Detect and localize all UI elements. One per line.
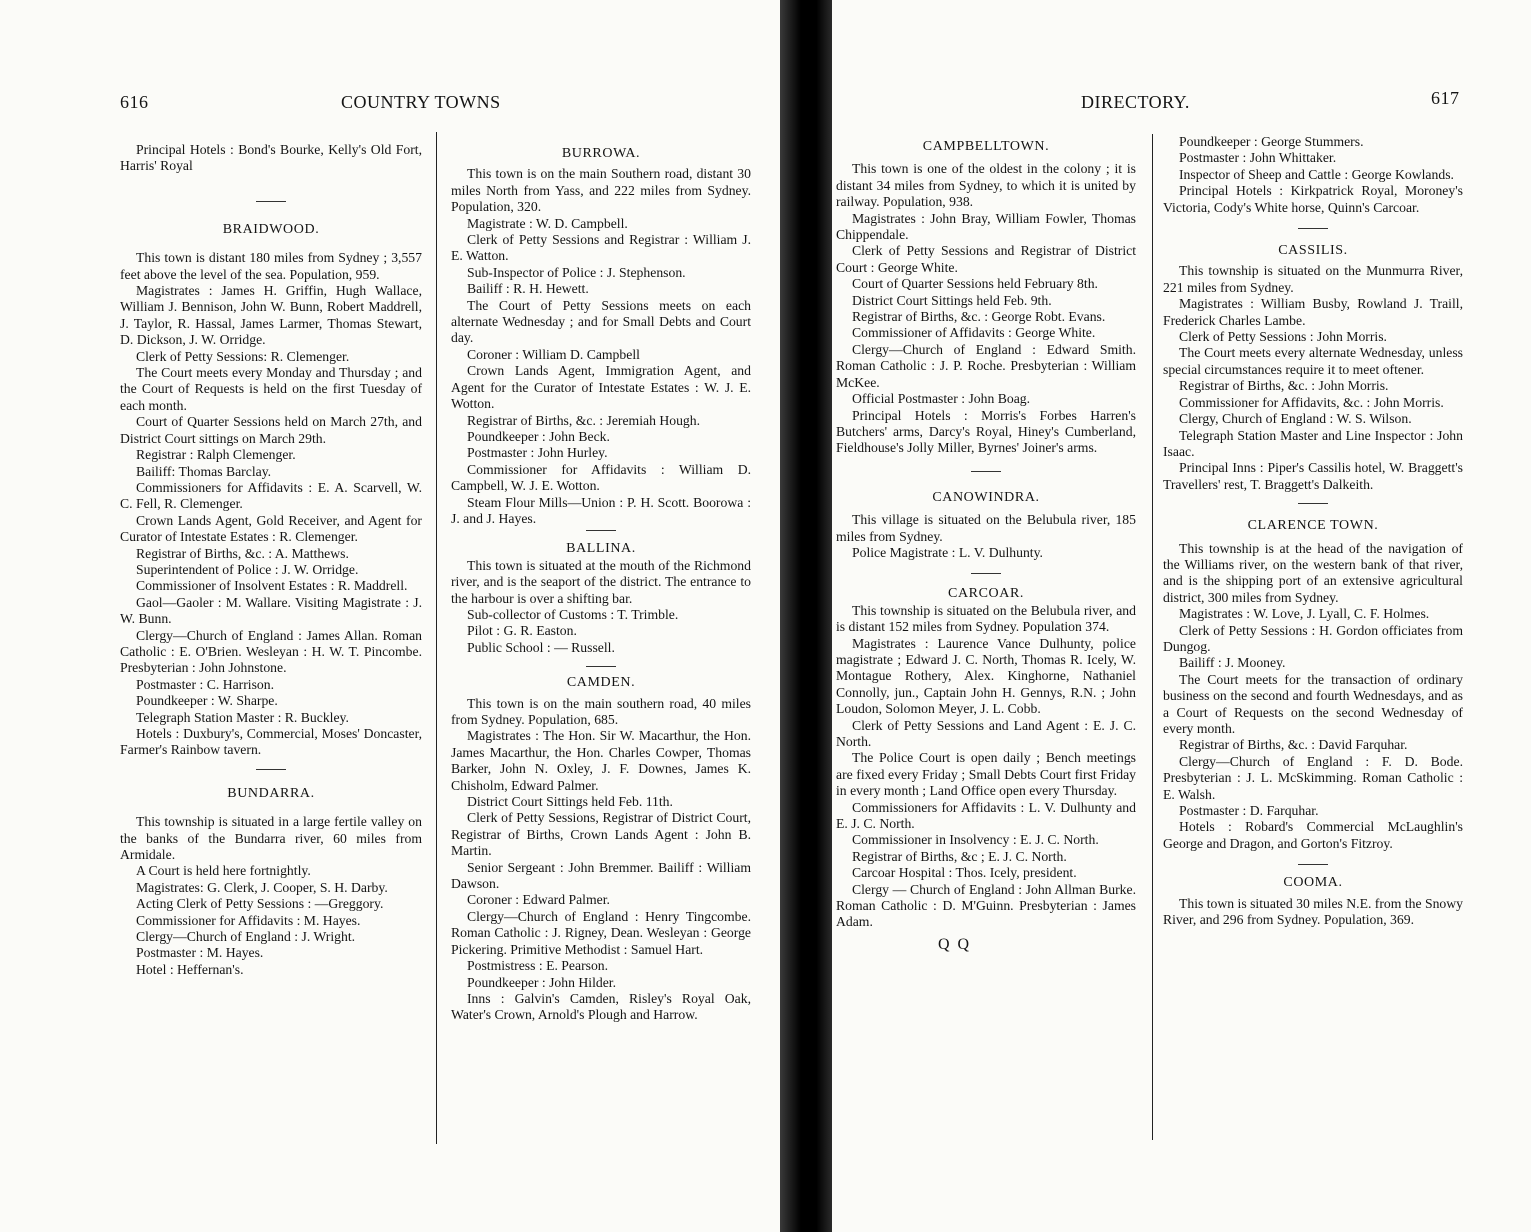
directory-entry: Clerk of Petty Sessions and Land Agent : E. J. C. North. [836,717,1136,749]
section-separator [586,666,616,667]
section-carcoar [836,603,1136,931]
section-heading-carcoar: CARCOAR. [948,586,1024,602]
running-head: COUNTRY TOWNS [341,92,501,112]
directory-entry: Clergy—Church of England : Edward Smith. Roman Catholic : J. P. Roche. Presbyterian : William McKee. [836,341,1136,390]
directory-entry: This town is distant 180 miles from Sydney ; 3,557 feet above the level of the sea. Population, 959. [120,250,422,282]
directory-entry: Clerk of Petty Sessions and Registrar of District Court : George White. [836,243,1136,275]
directory-entry: Steam Flour Mills—Union : P. H. Scott. Boorowa : J. and J. Hayes. [451,494,751,526]
section-burrowa [451,166,751,527]
directory-entry: Magistrates : James H. Griffin, Hugh Wallace, William J. Bennison, John W. Bunn, Robert Maddrell, J. Taylor, R. Hassal, James Larmer, Thomas Stewart, D. Dickson, J. W. Orridge. [120,283,422,348]
directory-entry: The Court meets every Monday and Thursday ; and the Court of Requests is held on the first Tuesday of each month. [120,365,422,413]
directory-entry: District Court Sittings held Feb. 9th. [852,292,1052,308]
directory-entry: Clerk of Petty Sessions and Registrar : William J. E. Watton. [451,232,751,264]
directory-entry: Clergy — Church of England : John Allman Burke. Roman Catholic : D. M'Guinn. Presbyterian : James Adam. [836,881,1136,930]
section-separator [586,530,616,531]
section-separator [1298,228,1328,229]
directory-entry: Magistrate : W. D. Campbell. [467,215,628,231]
directory-entry: Commissioner of Insolvent Estates : R. Maddrell. [136,578,408,594]
directory-entry: This town is on the main southern road, 40 miles from Sydney. Population, 685. [451,695,751,727]
directory-entry: Official Postmaster : John Boag. [852,391,1031,407]
section-braidwood [120,250,422,759]
section-heading-campbelltown: CAMPBELLTOWN. [922,139,1050,154]
directory-entry: Court of Quarter Sessions held on March 27th, and District Court sittings on March 29th. [120,414,422,446]
section-ballina [451,558,751,656]
section-separator [256,769,286,770]
directory-entry: Commissioner for Affidavits, &c. : John Morris. [1179,394,1444,410]
directory-entry: Clerk of Petty Sessions : H. Gordon officiates from Dungog. [1163,622,1463,654]
directory-entry: This town is situated 30 miles N.E. from the Snowy River, and 296 from Sydney. Population, 369. [1163,895,1463,928]
directory-entry: Clergy—Church of England : F. D. Bode. Presbyterian : J. L. McSkimming. Roman Catholic : E. Walsh. [1163,753,1463,802]
column-right-1 [836,139,1136,953]
section-heading-cooma: COOMA. [1283,875,1343,891]
directory-entry: Hotels : Robard's Commercial McLaughlin's George and Dragon, and Gorton's Fitzroy. [1163,819,1463,851]
directory-entry: Telegraph Station Master : R. Buckley. [136,709,349,725]
directory-entry: Clergy, Church of England : W. S. Wilson. [1179,411,1412,427]
directory-entry: Postmaster : D. Farquhar. [1179,803,1319,819]
section-cooma [1163,896,1463,929]
directory-entry: Principal Hotels : Morris's Forbes Harren's Butchers' arms, Darcy's Royal, Hiney's Cumberland, Fieldhouse's Jolly Miller, Byrnes' Joiner's arms. [836,407,1136,456]
directory-entry: Registrar of Births, &c. : A. Matthews. [136,545,349,561]
section-carcoar-continued [1163,134,1463,216]
directory-entry: Commissioner for Affidavits : William D. Campbell, W. J. E. Wotton. [451,461,751,494]
column-right-2 [1163,134,1463,928]
directory-entry: Inns : Galvin's Camden, Risley's Royal Oak, Water's Crown, Arnold's Plough and Harrow. [451,990,751,1023]
directory-entry: Commissioners for Affidavits : E. A. Scarvell, W. C. Fell, R. Clemenger. [120,479,422,512]
directory-entry: Superintendent of Police : J. W. Orridge. [136,561,359,577]
directory-entry: Clergy—Church of England : J. Wright. [136,929,356,945]
directory-entry: This town is one of the oldest in the colony ; it is distant 34 miles from Sydney, to which it is united by railway. Population, 938. [836,161,1136,210]
directory-entry: Registrar of Births, &c. : Jeremiah Hough. [467,412,701,428]
directory-entry: The Police Court is open daily ; Bench meetings are fixed every Friday ; Small Debts Court first Friday in every month ; Land Office open every Thursday. [836,750,1136,799]
directory-entry: Bailiff: Thomas Barclay. [136,463,272,479]
directory-entry: Commissioners for Affidavits : L. V. Dulhunty and E. J. C. North. [836,799,1136,832]
directory-entry: Hotel : Heffernan's. [136,961,244,977]
section-canowindra [836,512,1136,561]
section-clarence-town [1163,541,1463,853]
directory-entry: Bailiff : R. H. Hewett. [467,281,589,297]
directory-entry: Sub-collector of Customs : T. Trimble. [467,606,679,622]
directory-entry: Poundkeeper : W. Sharpe. [136,693,278,709]
directory-entry: Clergy—Church of England : James Allan. Roman Catholic : E. O'Brien. Wesleyan : H. W. T. Pincombe. Presbyterian : John Johnstone. [120,627,422,676]
directory-entry: Poundkeeper : George Stummers. [1179,134,1364,149]
directory-entry: Crown Lands Agent, Immigration Agent, and Agent for the Curator of Intestate Estates : W. J. E. Wotton. [451,363,751,412]
directory-entry: Commissioner for Affidavits : M. Hayes. [136,912,361,928]
section-heading-canowindra: CANOWINDRA. [932,489,1040,505]
page-number: 617 [1431,88,1460,108]
directory-entry: Registrar of Births, &c. : John Morris. [1179,378,1389,394]
section-camden [451,696,751,1024]
directory-entry: This town is on the main Southern road, distant 30 miles North from Yass, and 222 miles from Sydney. Population, 320. [451,166,751,215]
directory-entry: Clerk of Petty Sessions : John Morris. [1179,329,1387,345]
directory-entry: This township is situated in a large fertile valley on the banks of the Bundarra river, 60 miles from Armidale. [120,814,422,863]
directory-entry: This town is situated at the mouth of the Richmond river, and is the seaport of the district. The entrance to the harbour is over a shifting bar. [451,557,751,606]
signature-mark: Q Q [938,935,972,953]
directory-entry: The Court of Petty Sessions meets on each alternate Wednesday ; and for Small Debts and Court day. [451,297,751,346]
directory-entry: Public School : — Russell. [467,639,615,655]
page-number: 616 [120,92,149,112]
directory-entry: Inspector of Sheep and Cattle : George Kowlands. [1179,166,1454,182]
directory-entry: Principal Inns : Piper's Cassilis hotel, W. Braggett's Travellers' rest, T. Braggett's Dalkeith. [1163,460,1463,492]
directory-entry: Registrar of Births, &c. : David Farquhar. [1179,737,1408,753]
book-gutter [780,0,832,1232]
column-left-1 [120,142,422,978]
section-separator [1298,503,1328,504]
directory-entry: Postmaster : M. Hayes. [136,945,264,961]
section-campbelltown [836,161,1136,456]
directory-entry: Crown Lands Agent, Gold Receiver, and Agent for Curator of Intestate Estates : R. Clemenger. [120,512,422,545]
directory-entry: Hotels : Duxbury's, Commercial, Moses' Doncaster, Farmer's Rainbow tavern. [120,726,422,758]
section-heading-clarence-town: CLARENCE TOWN. [1247,518,1379,534]
directory-entry: Clergy—Church of England : Henry Tingcombe. Roman Catholic : J. Rigney, Dean. Wesleyan : George Pickering. Primitive Methodist : Samuel Hart. [451,908,751,957]
section-separator [971,471,1001,472]
directory-entry: Sub-Inspector of Police : J. Stephenson. [467,264,686,280]
section-cassilis [1163,263,1463,493]
directory-entry: Registrar of Births, &c. : George Robt. Evans. [852,309,1106,325]
directory-entry: The Court meets every alternate Wednesday, unless special circumstances require it to meet oftener. [1163,345,1463,377]
directory-entry: Registrar : Ralph Clemenger. [136,447,296,463]
directory-entry: Principal Hotels : Kirkpatrick Royal, Moroney's Victoria, Cody's White horse, Quinn's Carcoar. [1163,183,1463,215]
directory-entry: Senior Sergeant : John Bremmer. Bailiff : William Dawson. [451,859,751,892]
section-separator [1298,864,1328,865]
directory-entry: This township is situated on the Belubula river, and is distant 152 miles from Sydney. Population 374. [836,602,1136,635]
directory-entry: Postmistress : E. Pearson. [467,958,609,974]
directory-entry: Magistrates : W. Love, J. Lyall, C. F. Holmes. [1179,606,1430,622]
directory-entry: This village is situated on the Belubula river, 185 miles from Sydney. [836,512,1136,544]
section-heading-braidwood: BRAIDWOOD. [222,221,320,237]
continuation-text: Principal Hotels : Bond's Bourke, Kelly's Old Fort, Harris' Royal [120,142,422,174]
section-heading-cassilis: CASSILIS. [1278,243,1348,259]
directory-entry: Poundkeeper : John Hilder. [467,974,617,990]
directory-entry: Magistrates : The Hon. Sir W. Macarthur, the Hon. James Macarthur, the Hon. Charles Cowper, Thomas Barker, John N. Oxley, J. F. Downes, James K. Chisholm, Edward Palmer. [451,728,751,793]
directory-entry: Carcoar Hospital : Thos. Icely, president. [852,865,1077,881]
directory-entry: Police Magistrate : L. V. Dulhunty. [852,544,1043,560]
directory-entry: A Court is held here fortnightly. [136,863,311,879]
directory-entry: Magistrates: G. Clerk, J. Cooper, S. H. Darby. [136,879,388,895]
section-separator [971,573,1001,574]
directory-entry: Pilot : G. R. Easton. [467,623,577,639]
directory-entry: Postmaster : John Whittaker. [1179,150,1337,166]
directory-entry: Clerk of Petty Sessions, Registrar of District Court, Registrar of Births, Crown Lands Agent : John B. Martin. [451,810,751,859]
section-bundarra [120,814,422,978]
directory-entry: Magistrates : William Busby, Rowland J. Traill, Frederick Charles Lambe. [1163,296,1463,328]
directory-entry: Magistrates : Laurence Vance Dulhunty, police magistrate ; Edward J. C. North, Thomas R. Icely, W. Montague Rothery, Alex. Kinghorne, Nathaniel Connolly, jun., Captain John H. Gennys, R.N. ; John Loudon, Solomon Meyer, J. L. Cobb. [836,635,1136,717]
directory-entry: Coroner : Edward Palmer. [467,892,610,908]
column-rule [436,132,437,1144]
section-heading-burrowa: BURROWA. [561,146,641,161]
directory-entry: This township is at the head of the navigation of the Williams river, on the western bank of that river, and is the shipping port of an extensive agricultural district, 300 miles from Sydney. [1163,540,1463,605]
section-heading-bundarra: BUNDARRA. [227,785,315,801]
column-rule [1152,134,1153,1140]
section-separator [256,201,286,202]
directory-entry: Postmaster : John Hurley. [467,445,608,461]
right-page [832,0,1531,1232]
directory-entry: Clerk of Petty Sessions: R. Clemenger. [136,348,350,364]
directory-entry: Coroner : William D. Campbell [467,346,640,362]
directory-entry: District Court Sittings held Feb. 11th. [467,794,673,810]
section-heading-camden: CAMDEN. [566,675,636,691]
directory-entry: Commissioner in Insolvency : E. J. C. North. [852,832,1099,848]
directory-entry: Postmaster : C. Harrison. [136,676,275,692]
directory-entry: Poundkeeper : John Beck. [467,428,610,444]
directory-entry: Registrar of Births, &c ; E. J. C. North. [852,848,1067,864]
directory-entry: Gaol—Gaoler : M. Wallare. Visiting Magistrate : J. W. Bunn. [120,594,422,627]
column-left-2 [451,146,751,1024]
directory-entry: Bailiff : J. Mooney. [1179,655,1286,671]
directory-entry: The Court meets for the transaction of ordinary business on the second and fourth Wednesdays, and as a Court of Requests on the second Wednesday of every month. [1163,671,1463,736]
directory-entry: Telegraph Station Master and Line Inspector : John Isaac. [1163,427,1463,459]
directory-entry: This township is situated on the Munmurra River, 221 miles from Sydney. [1163,263,1463,295]
directory-entry: Acting Clerk of Petty Sessions : —Greggory. [136,896,384,912]
section-heading-ballina: BALLINA. [566,541,636,557]
directory-entry: Commissioner of Affidavits : George White. [852,325,1096,341]
running-head: DIRECTORY. [1081,92,1190,112]
directory-entry: Court of Quarter Sessions held February 8th. [852,276,1098,292]
directory-entry: Magistrates : John Bray, William Fowler, Thomas Chippendale. [836,210,1136,243]
